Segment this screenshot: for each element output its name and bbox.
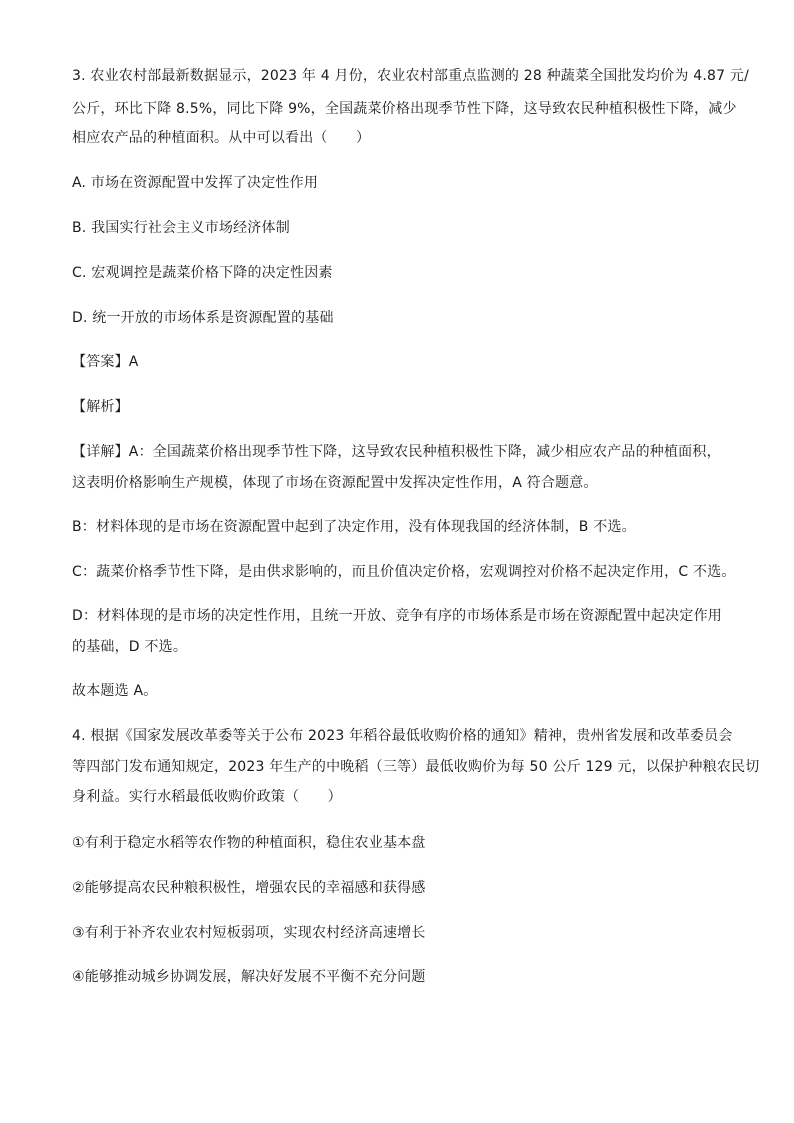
q3-stem-line-1: 3. 农业农村部最新数据显示，2023 年 4 月份，农业农村部重点监测的 28 种蔬菜全国批发均价为 4.87 元/ [72, 68, 749, 84]
q3-option-d: D. 统一开放的市场体系是资源配置的基础 [72, 310, 334, 326]
q3-option-b: B. 我国实行社会主义市场经济体制 [72, 220, 290, 236]
q4-item-3: ③有利于补齐农业农村短板弱项，实现农村经济高速增长 [72, 925, 426, 941]
q3-detail-line-2: 这表明价格影响生产规模，体现了市场在资源配置中发挥决定性作用，A 符合题意。 [72, 475, 598, 491]
q4-item-1: ①有利于稳定水稻等农作物的种植面积，稳住农业基本盘 [72, 835, 426, 851]
q4-stem-line-2: 等四部门发布通知规定，2023 年生产的中晚稻（三等）最低收购价为每 50 公斤 129 元，以保护种粮农民切 [72, 759, 760, 775]
q4-item-2: ②能够提高农民种粮积极性，增强农民的幸福感和获得感 [72, 880, 426, 896]
q3-stem-line-2: 公斤，环比下降 8.5%，同比下降 9%，全国蔬菜价格出现季节性下降，这导致农民种植积极性下降，减少 [72, 101, 737, 117]
q3-option-c: C. 宏观调控是蔬菜价格下降的决定性因素 [72, 265, 333, 281]
q3-option-a: A. 市场在资源配置中发挥了决定性作用 [72, 175, 319, 191]
q3-stem-line-3: 相应农产品的种植面积。从中可以看出（ ） [72, 130, 371, 146]
q4-stem-line-3: 身利益。实行水稻最低收购价政策（ ） [72, 789, 342, 805]
q3-detail-c: C：蔬菜价格季节性下降，是由供求影响的，而且价值决定价格，宏观调控对价格不起决定作用，C 不选。 [72, 564, 736, 580]
q4-item-4: ④能够推动城乡协调发展，解决好发展不平衡不充分问题 [72, 969, 426, 985]
q3-answer: 【答案】A [72, 354, 139, 370]
q3-analysis-label: 【解析】 [72, 399, 129, 415]
q3-detail-d-line-1: D：材料体现的是市场的决定性作用，且统一开放、竞争有序的市场体系是市场在资源配置中起决定作用 [72, 608, 722, 624]
q3-detail-b: B：材料体现的是市场在资源配置中起到了决定作用，没有体现我国的经济体制，B 不选。 [72, 519, 636, 535]
q3-conclusion: 故本题选 A。 [72, 683, 158, 699]
q3-detail-line-1: 【详解】A：全国蔬菜价格出现季节性下降，这导致农民种植积极性下降，减少相应农产品的种植面积， [72, 444, 721, 460]
q3-detail-d-line-2: 的基础，D 不选。 [72, 639, 188, 655]
q4-stem-line-1: 4. 根据《国家发展改革委等关于公布 2023 年稻谷最低收购价格的通知》精神，贵州省发展和改革委员会 [72, 728, 733, 744]
